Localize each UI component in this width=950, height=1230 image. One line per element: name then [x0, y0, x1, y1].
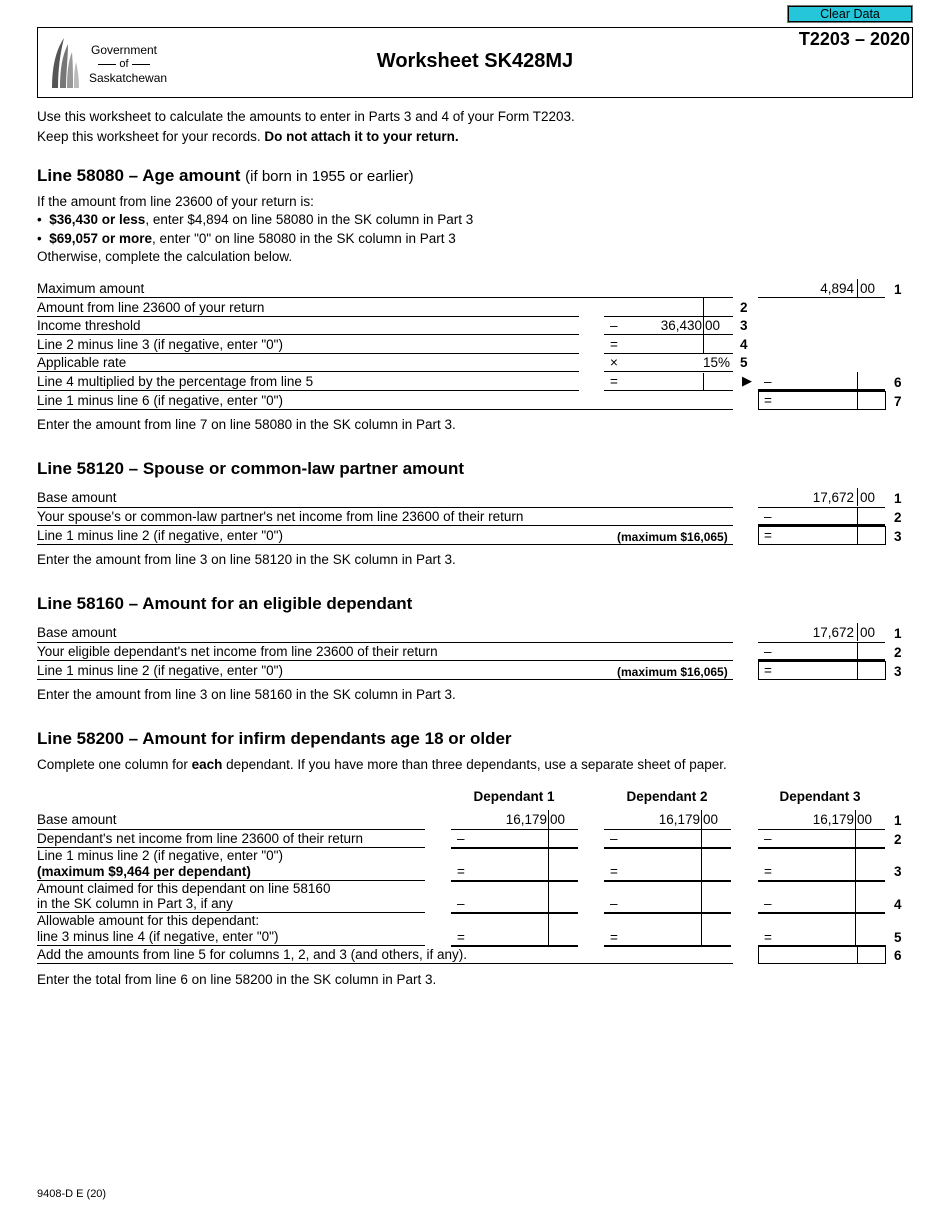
s2-row-3-label: Line 1 minus line 2 (if negative, enter "0"): [37, 528, 283, 543]
dependant-3-header: Dependant 3: [779, 789, 861, 804]
s4-row-2-label: Dependant's net income from line 23600 of their return: [37, 831, 364, 846]
s3-row-3-label: Line 1 minus line 2 (if negative, enter "0"): [37, 663, 283, 678]
dep-1-row-2-minus: –: [457, 831, 465, 846]
s2-row-1-label: Base amount: [37, 490, 117, 505]
s1-line-num-4: 4: [740, 337, 748, 352]
intro-line-2: [37, 129, 459, 145]
s1-cond-1: • $36,430 or less, enter $4,894 on line 58080 in the SK column in Part 3: [37, 212, 474, 227]
s4-instructions: [37, 757, 727, 773]
s1-cond-intro: If the amount from line 23600 of your return is:: [37, 194, 314, 209]
s4-row-3-label-a: Line 1 minus line 2 (if negative, enter "0"): [37, 848, 283, 863]
s1-cond-2-rest: , enter "0" on line 58080 in the SK column in Part 3: [152, 231, 456, 246]
saskatchewan-logo-icon: [46, 36, 82, 90]
s3-row-1-label: Base amount: [37, 625, 117, 640]
s1-row-7-equals: =: [764, 393, 772, 408]
s4-row-5-label-a: Allowable amount for this dependant:: [37, 913, 260, 928]
dep-2-row-4-minus: –: [610, 896, 618, 911]
s1-row-4-label: Line 2 minus line 3 (if negative, enter "0"): [37, 337, 283, 352]
s1-line-num-1: 1: [894, 282, 902, 297]
s1-row-5-times: ×: [610, 355, 618, 370]
s2-base-cents: 00: [860, 490, 876, 505]
s1-cond-else: Otherwise, complete the calculation below.: [37, 249, 293, 264]
s4-line-num-5: 5: [894, 930, 902, 945]
s1-row-3-label: Income threshold: [37, 318, 141, 333]
s4-line-6-total-box[interactable]: [758, 945, 886, 964]
s1-row-4-equals: =: [610, 337, 618, 352]
s2-max-note: (maximum $16,065): [617, 530, 728, 544]
s4-line-num-6: 6: [894, 948, 902, 963]
s3-line-num-2: 2: [894, 645, 902, 660]
section-58160-title: Line 58160 – Amount for an eligible dependant: [37, 594, 413, 613]
s1-cond-2: • $69,057 or more, enter "0" on line 58080 in the SK column in Part 3: [37, 231, 456, 246]
dep-3-row-2-minus: –: [764, 831, 772, 846]
form-code: 9408-D E (20): [37, 1188, 107, 1200]
dep-1-base-cents: 00: [550, 812, 566, 827]
s2-line-num-2: 2: [894, 510, 902, 525]
s4-footer: Enter the total from line 6 on line 58200 in the SK column in Part 3.: [37, 972, 437, 987]
gov-of-text: of: [119, 58, 129, 70]
s1-line-num-6: 6: [894, 375, 902, 390]
s3-base-dollars: 17,672: [812, 625, 854, 640]
government-wordmark: [89, 43, 168, 85]
s4-instr-bold: each: [191, 757, 223, 772]
s3-row-2-label: Your eligible dependant's net income from line 23600 of their return: [37, 644, 438, 659]
s1-row-2-label: Amount from line 23600 of your return: [37, 300, 265, 315]
s4-line-num-2: 2: [894, 832, 902, 847]
dep-3-row-3-equals: =: [764, 864, 772, 879]
s2-row-3-equals: =: [764, 528, 772, 543]
s4-row-4-label-a: Amount claimed for this dependant on line 58160: [37, 881, 331, 896]
s2-base-dollars: 17,672: [812, 490, 854, 505]
applicable-rate: 15%: [702, 355, 730, 370]
s1-line-num-2: 2: [740, 300, 748, 315]
s1-row-3-minus: –: [610, 318, 618, 333]
s2-line-3-box[interactable]: [758, 526, 886, 545]
dep-3-base-dollars: 16,179: [812, 812, 854, 827]
s1-line-num-5: 5: [740, 355, 748, 370]
s1-row-6-label: Line 4 multiplied by the percentage from line 5: [37, 374, 314, 389]
s2-line-num-3: 3: [894, 529, 902, 544]
s4-row-3-label-b: (maximum $9,464 per dependant): [37, 864, 251, 879]
s1-line-num-3: 3: [740, 318, 748, 333]
intro-line-2-bold: Do not attach it to your return.: [264, 129, 459, 144]
max-amount-dollars: 4,894: [820, 281, 854, 296]
form-id: T2203 – 2020: [798, 29, 910, 49]
income-threshold-dollars: 36,430: [660, 318, 702, 333]
max-amount-cents: 00: [860, 281, 876, 296]
s2-line-num-1: 1: [894, 491, 902, 506]
section-58080-title-main: Line 58080 – Age amount: [37, 166, 241, 185]
s1-row-6-minus: –: [764, 374, 772, 389]
s3-line-num-1: 1: [894, 626, 902, 641]
section-58200-title: Line 58200 – Amount for infirm dependants age 18 or older: [37, 729, 512, 748]
s1-row-1-label: Maximum amount: [37, 281, 145, 296]
s3-max-note: (maximum $16,065): [617, 665, 728, 679]
dep-2-base-dollars: 16,179: [658, 812, 700, 827]
s4-line-num-1: 1: [894, 813, 902, 828]
dep-2-base-cents: 00: [703, 812, 719, 827]
s3-base-cents: 00: [860, 625, 876, 640]
dep-3-base-cents: 00: [857, 812, 873, 827]
dep-2-row-3-equals: =: [610, 864, 618, 879]
s1-row-5-label: Applicable rate: [37, 355, 127, 370]
s4-row-4-label-b: in the SK column in Part 3, if any: [37, 896, 233, 911]
s3-row-2-minus: –: [764, 644, 772, 659]
s4-line-num-3: 3: [894, 864, 902, 879]
intro-line-2-plain: Keep this worksheet for your records.: [37, 129, 265, 144]
s4-instr-a: Complete one column for: [37, 757, 192, 772]
dependant-1-header: Dependant 1: [473, 789, 555, 804]
section-58080-title: [37, 166, 414, 186]
page-title: Worksheet SK428MJ: [376, 50, 574, 72]
s3-line-3-box[interactable]: [758, 661, 886, 680]
section-58120-title: Line 58120 – Spouse or common-law partner amount: [37, 459, 464, 478]
s4-row-1-label: Base amount: [37, 812, 117, 827]
s1-line-num-7: 7: [894, 394, 902, 409]
section-58080-title-sub: (if born in 1955 or earlier): [245, 168, 414, 185]
dep-1-row-5-equals: =: [457, 930, 465, 945]
s2-row-2-label: Your spouse's or common-law partner's net income from line 23600 of their return: [37, 509, 524, 524]
intro-line-1: Use this worksheet to calculate the amounts to enter in Parts 3 and 4 of your Form T2203.: [37, 109, 575, 124]
gov-line-1: Government: [90, 43, 158, 57]
s1-line-7-box[interactable]: [758, 391, 886, 410]
dep-2-row-5-equals: =: [610, 930, 618, 945]
s3-line-num-3: 3: [894, 664, 902, 679]
s1-arrow-icon: ▶: [742, 373, 752, 388]
dependant-2-header: Dependant 2: [626, 789, 708, 804]
s4-line-num-4: 4: [894, 897, 902, 912]
gov-line-3: Saskatchewan: [89, 71, 168, 85]
s4-row-5-label-b: line 3 minus line 4 (if negative, enter "0"): [37, 929, 279, 944]
dep-1-row-4-minus: –: [457, 896, 465, 911]
s4-row-6-label: Add the amounts from line 5 for columns 1, 2, and 3 (and others, if any).: [37, 947, 467, 962]
s1-footer: Enter the amount from line 7 on line 58080 in the SK column in Part 3.: [37, 417, 456, 432]
dep-3-row-5-equals: =: [764, 930, 772, 945]
s3-footer: Enter the amount from line 3 on line 58160 in the SK column in Part 3.: [37, 687, 456, 702]
gov-line-2: [89, 57, 159, 71]
dep-3-row-4-minus: –: [764, 896, 772, 911]
s4-instr-b: dependant. If you have more than three dependants, use a separate sheet of paper.: [222, 757, 727, 772]
dep-1-row-3-equals: =: [457, 864, 465, 879]
s1-cond-1-bold: $36,430 or less: [49, 212, 146, 227]
s1-cond-2-bold: $69,057 or more: [49, 231, 153, 246]
dep-1-base-dollars: 16,179: [505, 812, 547, 827]
dep-2-row-2-minus: –: [610, 831, 618, 846]
s3-row-3-equals: =: [764, 663, 772, 678]
income-threshold-cents: 00: [705, 318, 721, 333]
s1-row-7-label: Line 1 minus line 6 (if negative, enter "0"): [37, 393, 283, 408]
s2-footer: Enter the amount from line 3 on line 58120 in the SK column in Part 3.: [37, 552, 456, 567]
s2-row-2-minus: –: [764, 509, 772, 524]
clear-data-button[interactable]: Clear Data: [788, 6, 912, 22]
s1-row-6-equals: =: [610, 374, 618, 389]
s1-cond-1-rest: , enter $4,894 on line 58080 in the SK column in Part 3: [145, 212, 474, 227]
